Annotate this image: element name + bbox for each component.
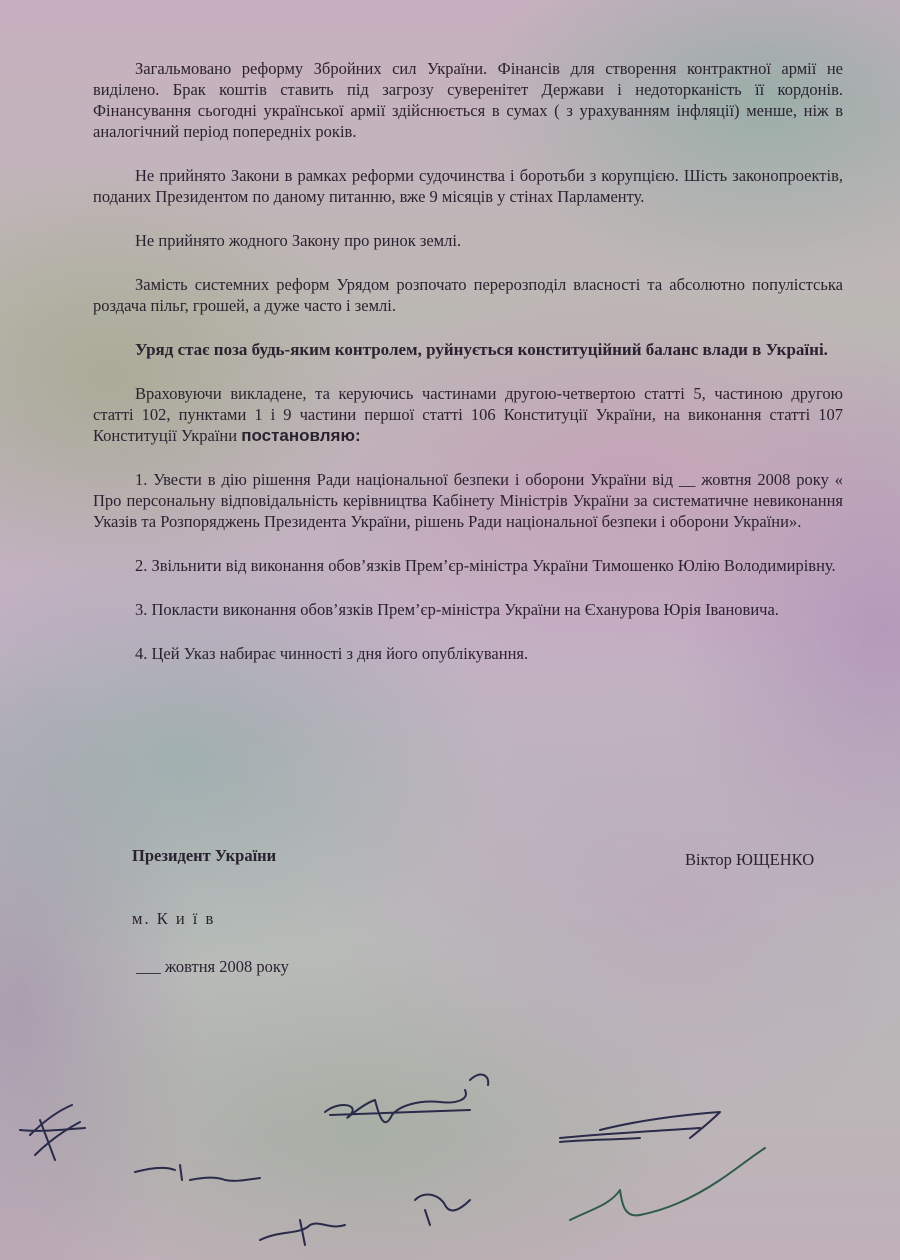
paragraph-land-market: Не прийнято жодного Закону про ринок землі. <box>135 231 462 250</box>
signature-right-top <box>560 1112 720 1142</box>
paragraph-army-reform: Загальмовано реформу Збройних сил України. Фінансів для створення контрактної армії не виділено. Брак коштів ставить під загрозу суверенітет Держави і недоторканість її кордонів. Фінансування сьогодні української армії здійснюється в сумах ( з урахуванням інфляції) менше, ніж в аналогічний період попередніх років. <box>93 59 843 141</box>
decree-item-3: 3. Покласти виконання обов’язків Прем’єр-міністра України на Єханурова Юрія Івановича. <box>135 600 779 619</box>
signature-left-mid <box>135 1165 260 1181</box>
signatory-name: Віктор ЮЩЕНКО <box>685 850 815 869</box>
signature-bottom-b <box>415 1195 470 1225</box>
resolution-keyword: постановляю: <box>241 426 361 445</box>
resolution-intro-text: Враховуючи викладене, та керуючись частинами другою-четвертою статті 5, частиною другою статті 102, пунктами 1 і 9 частини першої статті 106 Конституції України, на виконання статті 107 Конституції України <box>93 384 843 445</box>
signatory-title: Президент України <box>132 846 277 865</box>
signature-bottom-a <box>260 1220 345 1245</box>
bold-statement: Уряд стає поза будь-яким контролем, руйнується конституційний баланс влади в Україні. <box>135 340 828 359</box>
document-body <box>93 58 843 687</box>
signature-right-bottom <box>570 1148 765 1220</box>
paragraph-judicial-reform: Не прийнято Закони в рамках реформи судочинства і боротьби з корупцією. Шість законопроектів, поданих Президентом по даному питанню, вже 9 місяців у стінах Парламенту. <box>93 166 843 206</box>
handwritten-signatures <box>0 1060 900 1260</box>
decree-item-4: 4. Цей Указ набирає чинності з дня його опублікування. <box>135 644 529 663</box>
resolution-intro <box>93 383 843 446</box>
decree-item-2: 2. Звільнити від виконання обов’язків Прем’єр-міністра України Тимошенко Юлію Володимирівну. <box>135 556 836 575</box>
decree-item-1: 1. Увести в дію рішення Ради національної безпеки і оборони України від __ жовтня 2008 року « Про персональну відповідальність керівництва Кабінету Міністрів України за систематичне невиконання Указів та Розпоряджень Президента України, рішень Ради національної безпеки і оборони України». <box>93 470 843 531</box>
city: м. К и ї в <box>132 909 216 928</box>
signature-center-top <box>325 1075 488 1123</box>
signature-left <box>20 1105 85 1160</box>
paragraph-redistribution: Замість системних реформ Урядом розпочато перерозподіл власності та абсолютно популістська роздача пільг, грошей, а дуже часто і землі. <box>93 275 843 315</box>
date: ___ жовтня 2008 року <box>136 957 289 976</box>
